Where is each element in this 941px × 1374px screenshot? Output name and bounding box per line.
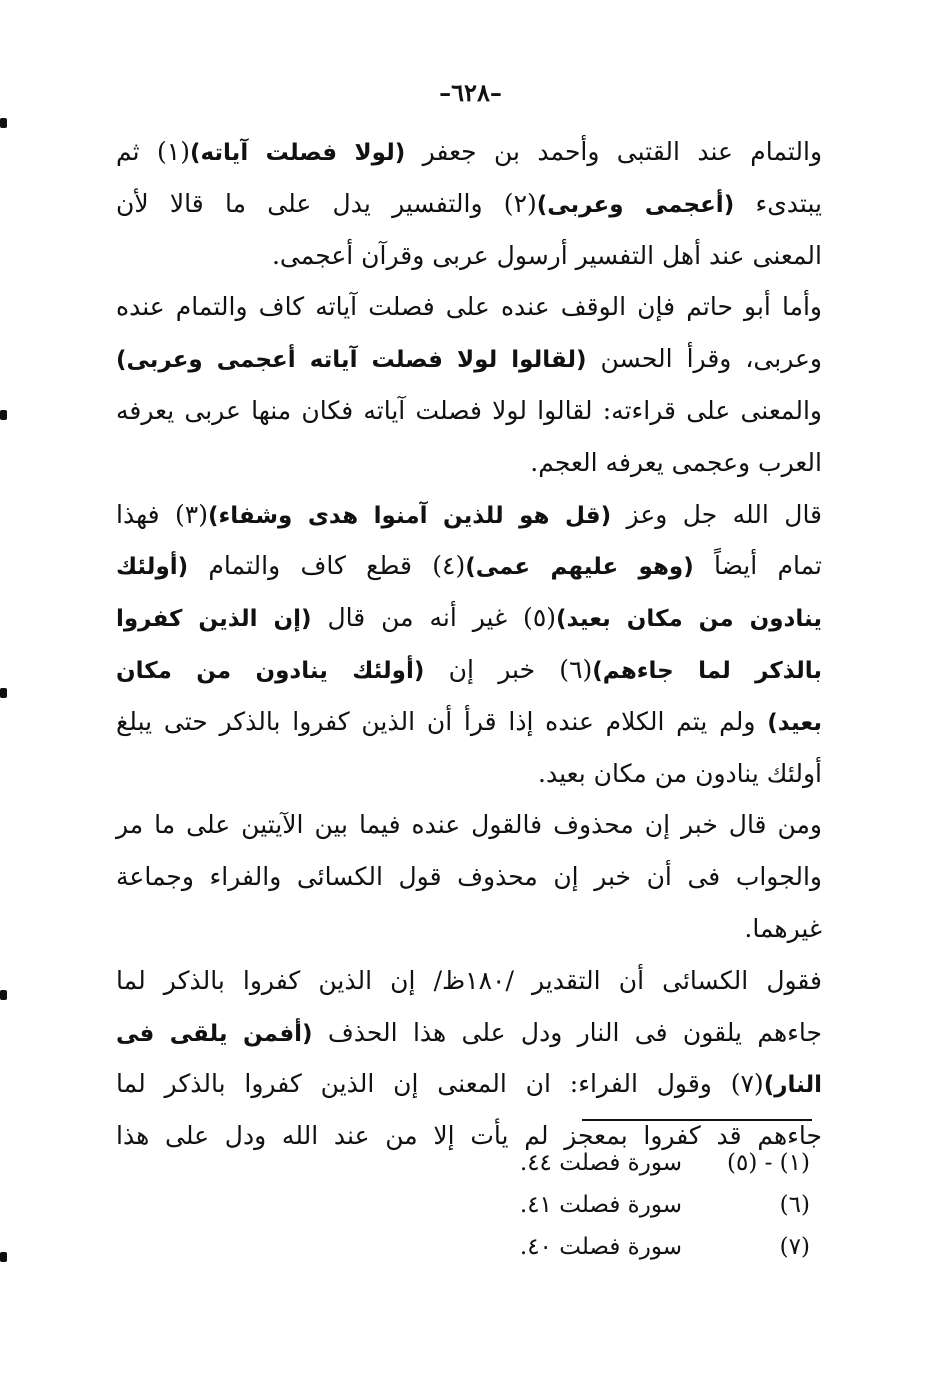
footnote-text: سورة فصلت ٤٠.: [519, 1234, 682, 1260]
text-line: [116, 592, 822, 644]
text-line: [116, 903, 822, 955]
text-segment: والمعنى على قراءته: لقالوا لولا فصلت آياته فكان منها عربى يعرفه: [116, 395, 822, 425]
text-line: [116, 385, 822, 437]
quranic-quote: النار): [763, 1072, 822, 1099]
text-segment: وعربى، وقرأ الحسن: [586, 344, 822, 374]
text-line: [116, 955, 822, 1007]
text-segment: (٧) وقول الفراء: ان المعنى إن الذين كفروا بالذكر لما: [116, 1069, 764, 1099]
scan-margin-mark: [0, 990, 7, 1000]
text-line: [116, 333, 822, 385]
text-segment: (٥) غير أنه من قال: [311, 603, 557, 633]
quranic-quote: ينادون من مكان بعيد): [556, 606, 822, 633]
quranic-quote: (قل هو للذين آمنوا هدى وشفاء): [207, 502, 612, 529]
quranic-quote: (إن الذين كفروا: [116, 606, 312, 633]
text-line: [116, 799, 822, 851]
text-line: [116, 437, 822, 489]
text-line: [116, 489, 822, 541]
text-segment: ومن قال خبر إن محذوف فالقول عنده فيما بين الآيتين على ما مر: [116, 810, 822, 840]
footnote-text: سورة فصلت ٤١.: [519, 1192, 682, 1218]
quranic-quote: (أفمن يلقى فى: [116, 1020, 313, 1047]
quranic-quote: (وهو عليهم عمى): [465, 554, 694, 581]
footnote: [480, 1184, 810, 1226]
text-segment: تمام أيضاً: [693, 551, 823, 581]
text-line: [116, 178, 822, 230]
text-line: [116, 851, 822, 903]
text-line: [116, 126, 822, 178]
footnote-text: سورة فصلت ٤٤.: [519, 1150, 682, 1176]
text-segment: المعنى عند أهل التفسير أرسول عربى وقرآن أعجمى.: [271, 240, 822, 270]
quranic-quote: (لولا فصلت آياته): [189, 140, 406, 166]
text-line: [116, 696, 822, 748]
text-line: [116, 540, 822, 592]
scan-margin-mark: [0, 688, 7, 698]
quranic-quote: (أعجمى وعربى): [536, 191, 735, 218]
text-segment: غيرهما.: [744, 913, 822, 943]
text-segment: وأما أبو حاتم فإن الوقف عنده على فصلت آياته كاف والتمام عنده: [116, 292, 822, 322]
text-segment: ولم يتم الكلام عنده إذا قرأ أن الذين كفروا بالذكر حتى يبلغ: [116, 706, 768, 736]
text-line: [116, 281, 822, 333]
text-line: [116, 1007, 822, 1059]
body-text: [116, 126, 822, 1162]
scan-margin-mark: [0, 410, 7, 420]
text-segment: والجواب فى أن خبر إن محذوف قول الكسائى والفراء وجماعة: [116, 862, 822, 892]
text-segment: جاءهم يلقون فى النار ودل على هذا الحذف: [312, 1017, 823, 1047]
scan-margin-mark: [0, 1252, 7, 1262]
quranic-quote: (أولئك: [116, 554, 189, 581]
text-segment: (٤) قطع كاف والتمام: [188, 551, 466, 581]
text-segment: (١) ثم: [116, 137, 190, 166]
text-segment: (٢) والتفسير يدل على ما قالا لأن: [116, 188, 537, 218]
text-segment: يبتدىء: [734, 188, 822, 218]
footnote-number: (٦): [779, 1192, 810, 1218]
text-line: [116, 1058, 822, 1110]
footnote: [480, 1226, 810, 1268]
text-segment: جاءهم قد كفروا بمعجز لم يأت إلا من عند الله ودل على هذا: [116, 1121, 822, 1151]
text-segment: العرب وعجمى يعرفه العجم.: [530, 447, 822, 477]
text-segment: فقول الكسائى أن التقدير /١٨٠ظ/ إن الذين كفروا بالذكر لما: [116, 965, 822, 995]
text-segment: قال الله جل وعز: [611, 499, 823, 529]
footnote-number: (١) - (٥): [726, 1150, 810, 1176]
footnote-number: (٧): [779, 1234, 810, 1260]
scan-margin-mark: [0, 118, 7, 128]
quranic-quote: (لقالوا لولا فصلت آياته أعجمى وعربى): [116, 347, 587, 374]
page-number: –٦٢٨–: [439, 78, 502, 107]
text-segment: (٦) خبر إن: [424, 654, 593, 684]
text-segment: (٣) فهذا: [116, 499, 208, 529]
text-segment: أولئك ينادون من مكان بعيد.: [538, 758, 822, 788]
quranic-quote: (أولئك ينادون من مكان: [116, 657, 425, 684]
quranic-quote: بالذكر لما جاءهم): [592, 657, 822, 684]
footnote-separator: [582, 1119, 812, 1121]
text-line: [116, 644, 822, 696]
text-line: [116, 230, 822, 282]
text-line: [116, 748, 822, 800]
footnote: [480, 1142, 810, 1184]
text-segment: والتمام عند القتبى وأحمد بن جعفر: [405, 137, 823, 166]
quranic-quote: بعيد): [767, 709, 822, 736]
footnotes: [480, 1142, 810, 1268]
